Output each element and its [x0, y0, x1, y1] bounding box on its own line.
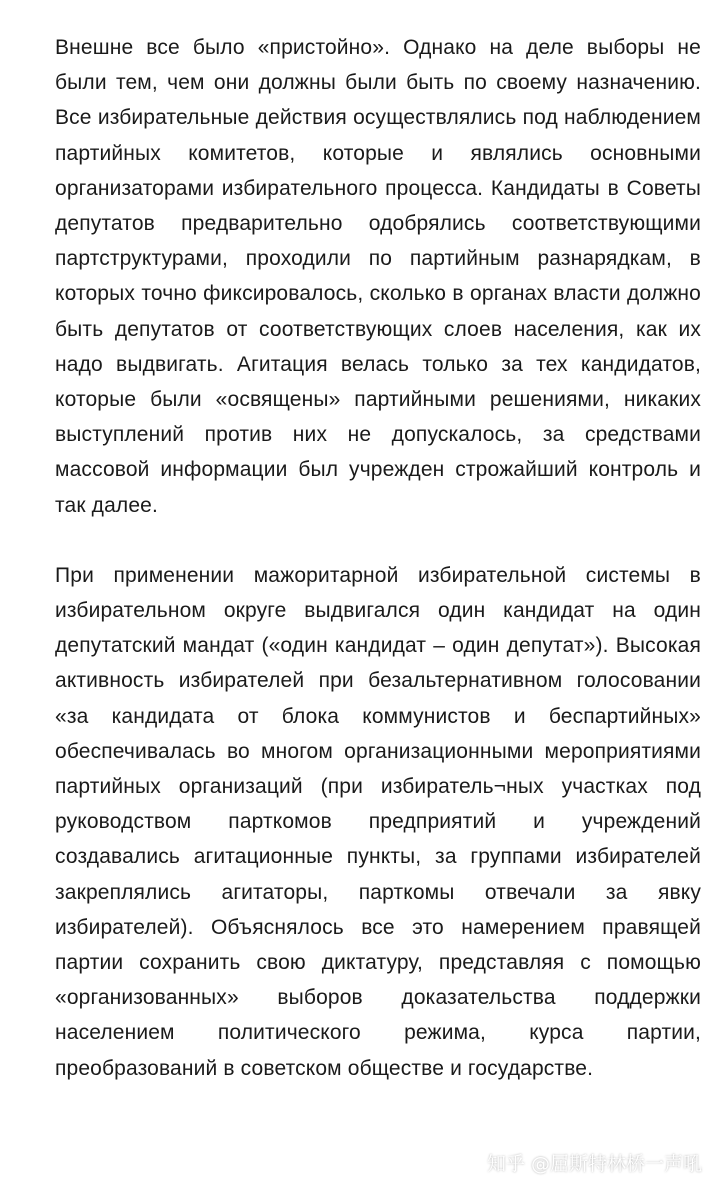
paragraph-2: При применении мажоритарной избирательной системы в избирательном округе выдвигался один кандидат на один депутатский мандат («один кандидат – один депутат»). Высокая активность избирателей при безальтернативном голосовании «за кандидата от блока коммунистов и беспартийных» обеспечивалась во многом организационными мероприятиями партийных организаций (при избиратель¬ных участках под руководством парткомов предприятий и учреждений создавались агитационные пункты, за группами избирателей закреплялись агитаторы, парткомы отвечали за явку избирателей). Объяснялось все это намерением правящей партии сохранить свою диктатуру, представляя с помощью «организованных» выборов доказательства поддержки населением политического режима, курса партии, преобразований в советском обществе и государстве. — [55, 563, 701, 1080]
article-body — [55, 30, 701, 1086]
paragraph-1: Внешне все было «пристойно». Однако на деле выборы не были тем, чем они должны были быть по своему назначению. Все избирательные действия осуществлялись под наблюдением партийных комитетов, которые и являлись основными организаторами избирательного процесса. Кандидаты в Советы депутатов предварительно одобрялись соответствующими партструктурами, проходили по партийным разнарядкам, в которых точно фиксировалось, сколько в органах власти должно быть депутатов от соответствующих слоев населения, как их надо выдвигать. Агитация велась только за тех кандидатов, которые были «освящены» партийными решениями, никаких выступлений против них не допускалось, за средствами массовой информации был учрежден строжайший контроль и так далее. — [55, 36, 701, 517]
zhihu-watermark: 知乎 @屈斯特林桥一声吼 — [486, 1153, 702, 1175]
